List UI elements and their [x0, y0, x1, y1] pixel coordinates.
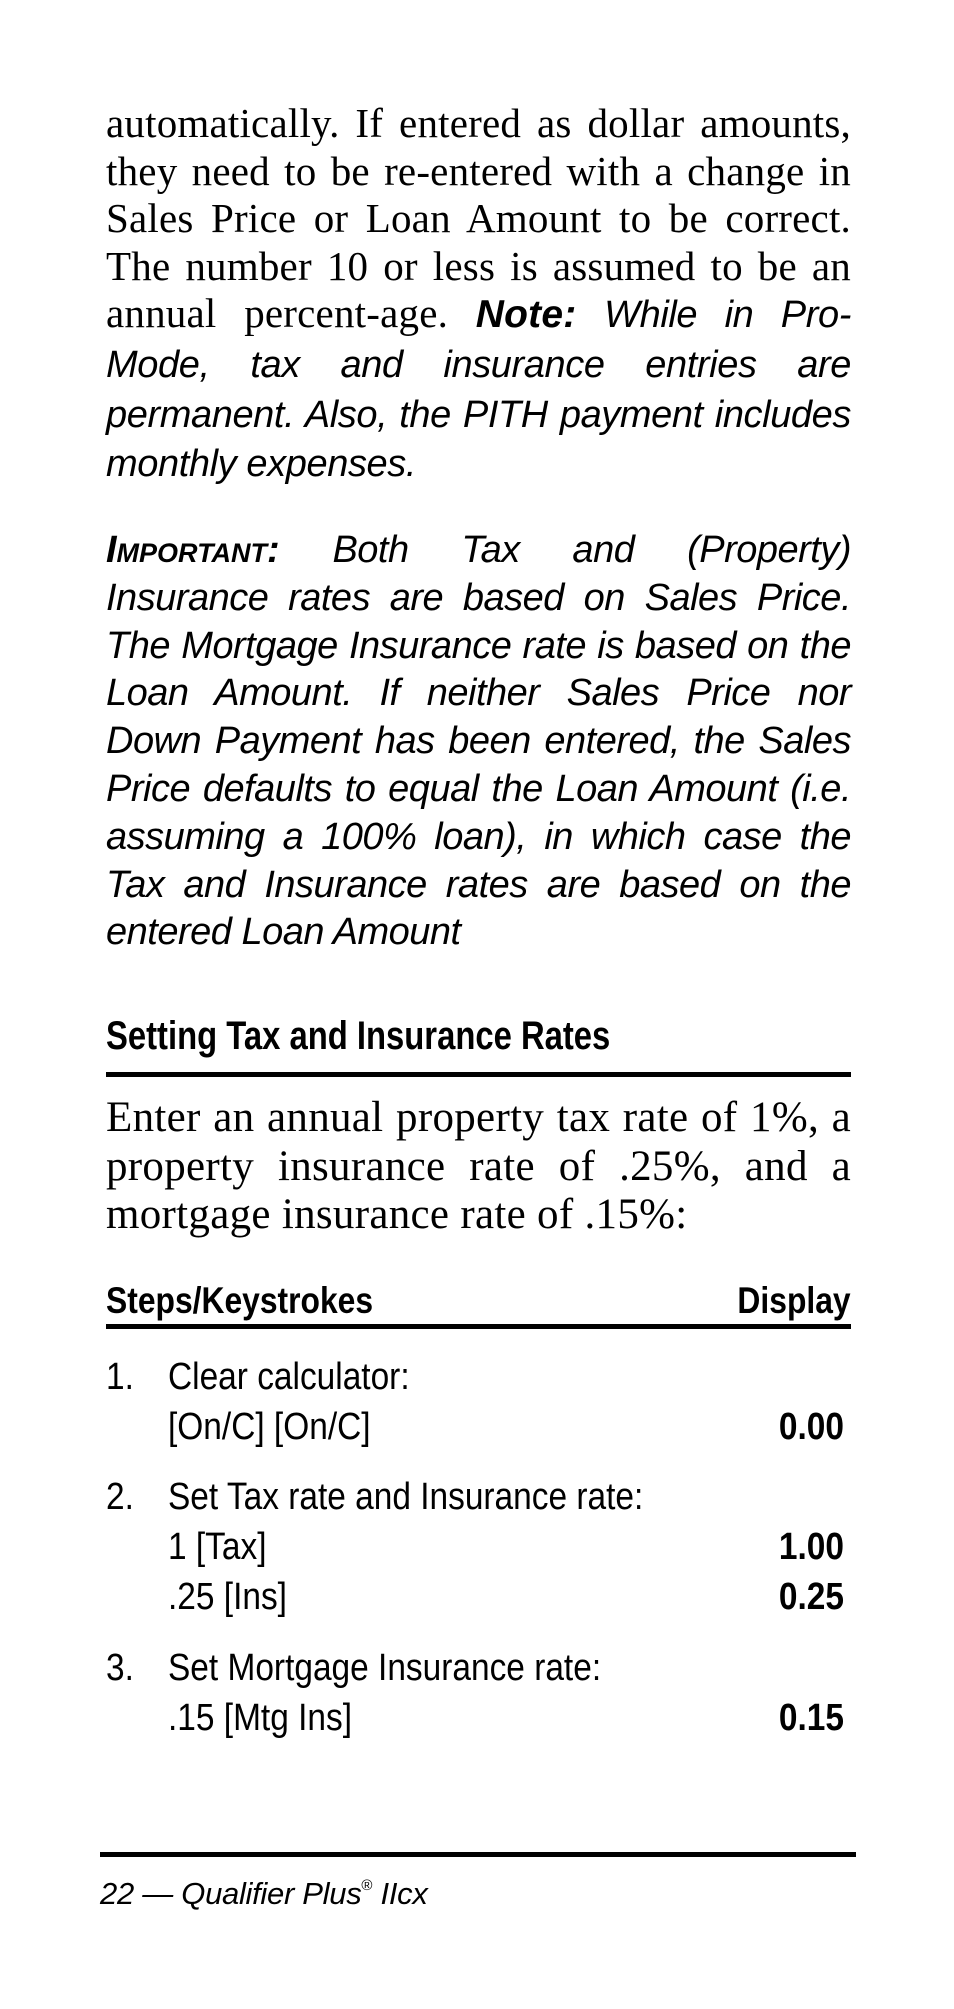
- footer-dash: —: [142, 1876, 173, 1911]
- note-label: Note:: [475, 293, 577, 337]
- footer-rule: [100, 1852, 856, 1857]
- steps-header-keystrokes: Steps/Keystrokes: [106, 1280, 374, 1321]
- step-2-display-tax: 1.00: [778, 1526, 844, 1568]
- step-1-number: 1.: [106, 1356, 134, 1398]
- important-paragraph: [106, 527, 851, 957]
- steps-header-display: Display: [737, 1280, 851, 1321]
- page-footer: [100, 1864, 428, 1916]
- important-label: Important:: [106, 529, 280, 571]
- step-3-number: 3.: [106, 1647, 134, 1689]
- important-text: Both Tax and (Property) Insurance rates are based on Sales Price. The Mortgage Insurance rate is based on the Loan Amount. If neither Sales Price nor Down Payment has been entered, the Sales Price defaults to equal the Loan Amount (i.e. assuming a 100% loan), in which case the Tax and Insurance rates are based on the entered Loan Amount: [106, 529, 851, 954]
- step-3-keystroke: .15 [Mtg Ins]: [168, 1697, 353, 1739]
- page-number: 22: [100, 1876, 134, 1911]
- step-1-description: Clear calculator:: [168, 1356, 410, 1398]
- section-title: Setting Tax and Insurance Rates: [106, 1014, 611, 1058]
- step-3-description: Set Mortgage Insurance rate:: [168, 1647, 602, 1689]
- note-text: While in Pro-Mode, tax and insurance entries are permanent. Also, the PITH payment includes monthly expenses.: [106, 294, 851, 486]
- step-1-display-value: 0.00: [778, 1406, 844, 1448]
- step-1-keystroke: [On/C] [On/C]: [168, 1406, 371, 1448]
- section-intro: Enter an annual property tax rate of 1%, a property insurance rate of .25%, and a mortgage insurance rate of .15%:: [106, 1094, 851, 1238]
- body-paragraph-1: [106, 100, 851, 489]
- step-2-number: 2.: [106, 1476, 134, 1518]
- step-2-display-ins: 0.25: [778, 1576, 844, 1618]
- step-2-keystroke-tax: 1 [Tax]: [168, 1526, 267, 1568]
- product-name: Qualifier Plus: [181, 1876, 362, 1911]
- step-3-display-value: 0.15: [778, 1697, 844, 1739]
- steps-header-rule: [106, 1324, 851, 1329]
- product-model: IIcx: [380, 1876, 428, 1911]
- step-2-description: Set Tax rate and Insurance rate:: [168, 1476, 644, 1518]
- para1-text: automatically. If entered as dollar amounts, they need to be re-entered with a change in Sales Price or Loan Amount to be correct. The number 10 or less is assumed to be an annual percent-age.: [106, 100, 851, 337]
- step-2-keystroke-ins: .25 [Ins]: [168, 1576, 287, 1618]
- registered-mark: ®: [361, 1877, 373, 1894]
- section-title-rule: [106, 1072, 851, 1077]
